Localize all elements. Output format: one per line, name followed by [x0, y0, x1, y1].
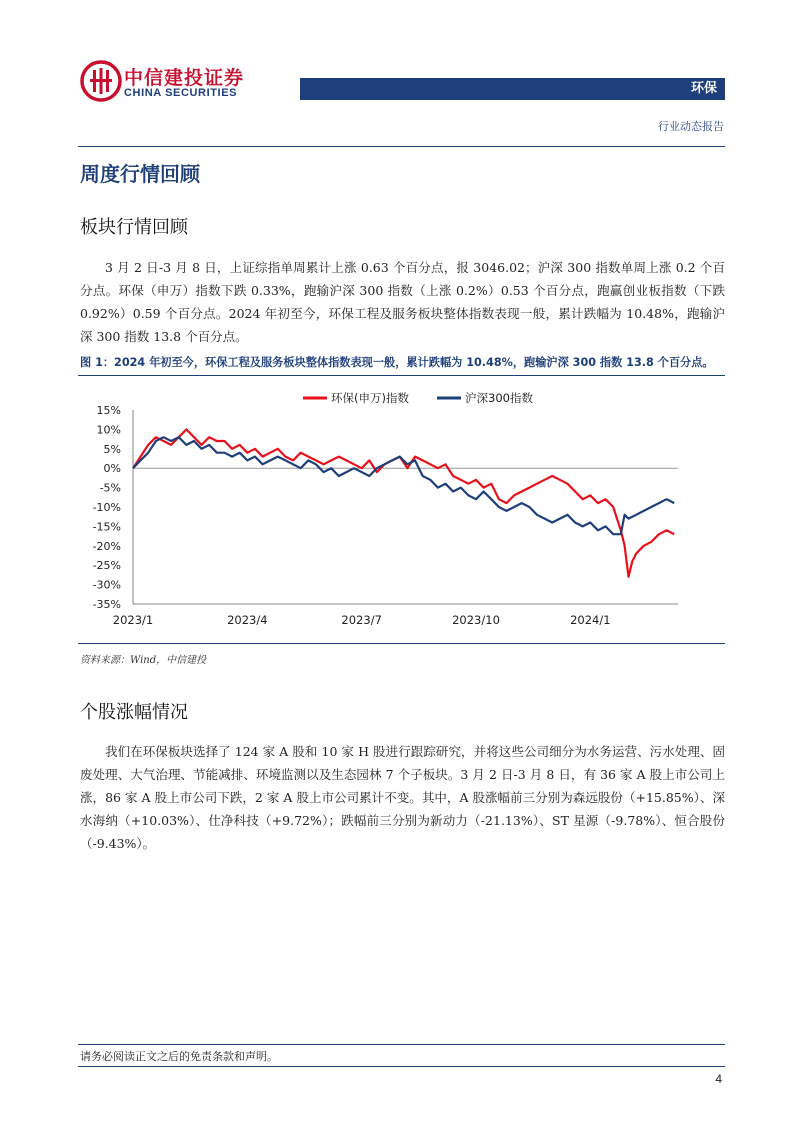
- x-tick-label: 2023/4: [227, 613, 268, 627]
- y-tick-label: -15%: [92, 520, 121, 534]
- page-number: 4: [715, 1072, 722, 1086]
- footer-divider-bottom: [78, 1066, 725, 1067]
- figure-bottom-divider: [78, 643, 725, 644]
- brand-name-cn: 中信建投证券: [124, 67, 245, 89]
- y-tick-label: -10%: [92, 501, 121, 514]
- chart-legend: [303, 391, 533, 405]
- legend-label: 沪深300指数: [465, 391, 533, 405]
- brand-name-en: CHINA SECURITIES: [124, 87, 238, 99]
- y-tick-label: 10%: [96, 423, 121, 437]
- y-tick-label: -20%: [92, 539, 121, 553]
- report-type-label: 行业动态报告: [658, 120, 724, 133]
- x-tick-label: 2023/1: [112, 613, 154, 627]
- sector-review-paragraph: 3 月 2 日-3 月 8 日，上证综指单周累计上涨 0.63 个百分点，报 3046.02；沪深 300 指数单周上涨 0.2 个百分点。环保（申万）指数下跌 0.33%，跑输沪深 300 指数（上涨 0.2%）0.53 个百分点，跑赢创业板指数（下跌 0.92%）0.59 个百分点。2024 年初至今，环保工程及服务板块整体指数表现一般，累计跌幅为 10.48%，跑输沪深 300 指数 13.8 个百分点。: [80, 260, 725, 344]
- chart-series: [133, 429, 674, 576]
- y-tick-label: -35%: [92, 598, 121, 611]
- footer-divider-top: [78, 1044, 725, 1045]
- y-tick-label: 15%: [96, 404, 121, 417]
- section-title: 周度行情回顾: [80, 162, 200, 186]
- y-tick-label: 5%: [103, 442, 121, 456]
- legend-label: 环保(申万)指数: [331, 391, 409, 405]
- china-securities-logo-icon: [80, 60, 122, 102]
- figure-title: 图 1：2024 年初至今，环保工程及服务板块整体指数表现一般，累计跌幅为 10.48%，跑输沪深 300 指数 13.8 个百分点。: [80, 356, 714, 369]
- y-tick-label: -30%: [92, 578, 121, 592]
- series-line-hs300: [133, 437, 674, 534]
- header-divider: [78, 146, 725, 147]
- stock-review-paragraph: 我们在环保板块选择了 124 家 A 股和 10 家 H 股进行跟踪研究，并将这些公司细分为水务运营、污水处理、固废处理、大气治理、节能减排、环境监测以及生态园林 7 个子板块。3 月 2 日-3 月 8 日，有 36 家 A 股上市公司上涨，86 家 A 股上市公司下跌，2 家 A 股上市公司累计不变。其中，A 股涨幅前三分别为森远股份（+15.85%）、深水海纳（+10.03%）、仕净科技（+9.72%）；跌幅前三分别为新动力（-21.13%）、ST 星源（-9.78%）、恒合股份（-9.43%）。: [80, 744, 725, 851]
- stock-review-heading: 个股涨幅情况: [80, 702, 188, 723]
- x-tick-label: 2024/1: [570, 613, 611, 627]
- y-tick-label: -25%: [92, 559, 121, 573]
- y-tick-label: 0%: [103, 462, 121, 476]
- y-tick-label: -5%: [99, 481, 121, 495]
- sector-review-heading: 板块行情回顾: [80, 217, 188, 238]
- sector-label: 环保: [690, 81, 717, 96]
- figure-source: 资料来源：Wind，中信建投: [80, 655, 207, 666]
- footer-disclaimer: 请务必阅读正文之后的免责条款和声明。: [80, 1050, 278, 1063]
- x-tick-label: 2023/10: [452, 613, 500, 627]
- figure-top-divider: [78, 375, 725, 376]
- sector-banner: [300, 78, 725, 100]
- index-performance-chart: [78, 382, 725, 634]
- x-tick-label: 2023/7: [341, 613, 382, 627]
